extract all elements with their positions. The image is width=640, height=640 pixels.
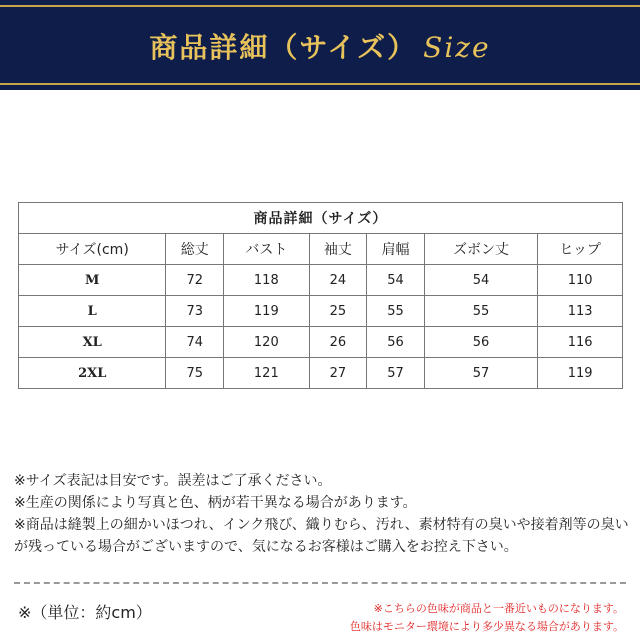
color-disclaimer	[304, 600, 624, 636]
table-cell: 54	[424, 265, 537, 296]
disclaimer-line: ※こちらの色味が商品と一番近いものになります。	[373, 602, 624, 615]
table-cell: 27	[309, 358, 367, 389]
table-cell: 121	[224, 358, 310, 389]
table-cell: 56	[424, 327, 537, 358]
table-row	[19, 358, 623, 389]
table-row	[19, 265, 623, 296]
dashed-divider	[14, 582, 626, 584]
banner-title	[0, 26, 640, 66]
note-line: ※商品は縫製上の細かいほつれ、インク飛び、織りむら、汚れ、素材特有の臭いや接着剤等の臭いが残っている場合がございますので、気になるお客様はご購入をお控え下さい。	[14, 517, 629, 555]
disclaimer-line: 色味はモニター環境により多少異なる場合があります。	[349, 620, 624, 633]
table-cell: 25	[309, 296, 367, 327]
table-cell: 54	[367, 265, 425, 296]
header-banner	[0, 0, 640, 90]
table-cell: 26	[309, 327, 367, 358]
table-cell: 24	[309, 265, 367, 296]
size-cell: XL	[19, 327, 166, 358]
column-header: 袖丈	[309, 234, 367, 265]
table-cell: 119	[538, 358, 623, 389]
size-cell: 2XL	[19, 358, 166, 389]
column-header: サイズ(cm)	[19, 234, 166, 265]
banner-top-rule	[0, 5, 640, 7]
size-cell: M	[19, 265, 166, 296]
unit-note: ※（単位：約cm）	[18, 603, 152, 622]
banner-title-script: Size	[423, 31, 491, 64]
table-cell: 55	[424, 296, 537, 327]
table-cell: 55	[367, 296, 425, 327]
column-header: ヒップ	[538, 234, 623, 265]
table-cell: 57	[424, 358, 537, 389]
column-header: 肩幅	[367, 234, 425, 265]
banner-title-text: 商品詳細（サイズ）	[149, 31, 418, 64]
table-row	[19, 296, 623, 327]
banner-bottom-rule	[0, 83, 640, 85]
table-header-row	[19, 234, 623, 265]
table-caption: 商品詳細（サイズ）	[19, 203, 623, 234]
table-row	[19, 327, 623, 358]
column-header: バスト	[224, 234, 310, 265]
table-cell: 116	[538, 327, 623, 358]
table-cell: 56	[367, 327, 425, 358]
table-cell: 118	[224, 265, 310, 296]
table-cell: 113	[538, 296, 623, 327]
size-table	[18, 202, 623, 389]
column-header: ズボン丈	[424, 234, 537, 265]
table-cell: 72	[166, 265, 224, 296]
note-line: ※生産の関係により写真と色、柄が若干異なる場合があります。	[14, 495, 417, 511]
table-cell: 74	[166, 327, 224, 358]
table-cell: 57	[367, 358, 425, 389]
table-cell: 73	[166, 296, 224, 327]
column-header: 総丈	[166, 234, 224, 265]
note-line: ※サイズ表記は目安です。誤差はご了承ください。	[14, 473, 332, 489]
notes-block	[14, 470, 634, 558]
table-cell: 119	[224, 296, 310, 327]
table-cell: 120	[224, 327, 310, 358]
table-cell: 110	[538, 265, 623, 296]
table-cell: 75	[166, 358, 224, 389]
size-cell: L	[19, 296, 166, 327]
